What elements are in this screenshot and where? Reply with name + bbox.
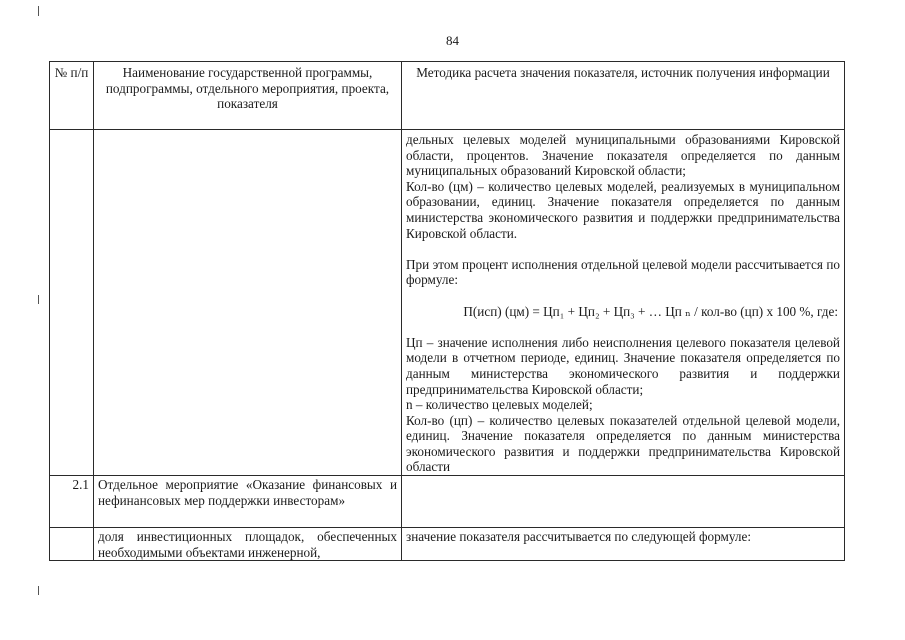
table-row-continuation <box>50 130 845 476</box>
method-paragraph-2: Кол-во (цм) – количество целевых моделей, реализуемых в муниципальном образовании, единиц. Значение показателя определяется по данным министерства экономического развития и поддержки предпринимательства Кировской области. <box>406 178 840 241</box>
continuation-name-cell <box>94 130 402 476</box>
row-method-cell: значение показателя рассчитывается по следующей формуле: <box>402 528 845 561</box>
page-number: 84 <box>446 33 459 48</box>
method-formula: П(исп) (цм) = Цп₁ + Цп₂ + Цп₃ + … Цп ₙ / кол-во (цп) x 100 %, где: <box>463 303 838 319</box>
method-paragraph-1: дельных целевых моделей муниципальными образованиями Кировской области, процентов. Значение показателя определяется по данным муниципальных образований Кировской области; <box>406 132 840 179</box>
spacer <box>406 241 840 257</box>
row-name-cell: доля инвестиционных площадок, обеспеченных необходимыми объектами инженерной, <box>94 528 402 561</box>
header-method-cell: Методика расчета значения показателя, источник получения информации <box>402 62 845 130</box>
method-paragraph-3: При этом процент исполнения отдельной целевой модели рассчитывается по формуле: <box>406 256 840 288</box>
table-header-row <box>50 62 845 130</box>
row-name-cell: Отдельное мероприятие «Оказание финансовых и нефинансовых мер поддержки инвесторам» <box>94 476 402 528</box>
table-row-indicator <box>50 528 845 561</box>
method-paragraph-4: Цп – значение исполнения либо неисполнения целевого показателя целевой модели в отчетном периоде, единиц. Значение показателя определяется по данным министерства экономического развития и поддержки предпринимательства Кировской области; <box>406 334 840 397</box>
method-paragraph-6: Кол-во (цп) – количество целевых показателей отдельной целевой модели, единиц. Значение показателя определяется по данным министерства экономического развития и поддержки предпринимательства Кировской области <box>406 412 840 475</box>
row-method-cell <box>402 476 845 528</box>
scan-mark-middle <box>38 295 39 304</box>
row-number-cell: 2.1 <box>50 476 94 528</box>
spacer <box>406 288 840 304</box>
scan-mark-bottom <box>38 586 39 595</box>
method-paragraph-5: n – количество целевых моделей; <box>406 397 593 413</box>
scan-mark-top <box>38 6 39 16</box>
continuation-number-cell <box>50 130 94 476</box>
header-name-cell: Наименование государственной программы, подпрограммы, отдельного мероприятия, проекта, показателя <box>94 62 402 130</box>
continuation-method-cell <box>402 130 845 476</box>
row-number-cell <box>50 528 94 561</box>
header-number-cell: № п/п <box>50 62 94 130</box>
indicator-method-table <box>49 61 845 561</box>
spacer <box>406 319 840 335</box>
table-row-2-1 <box>50 476 845 528</box>
